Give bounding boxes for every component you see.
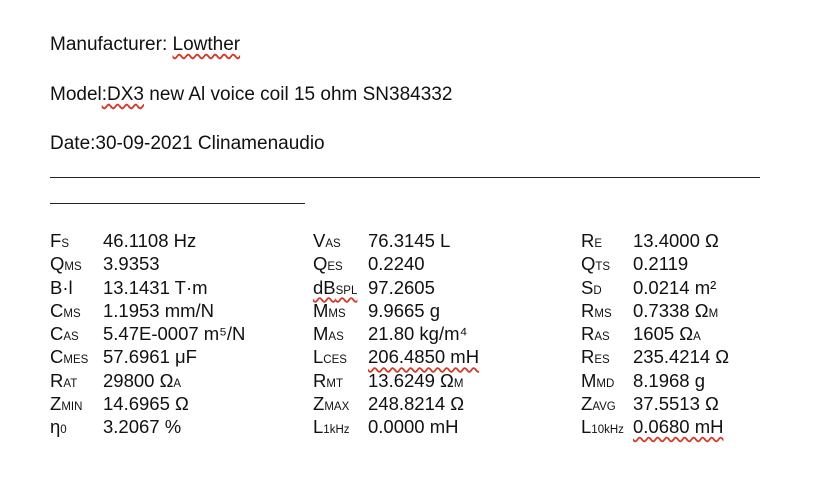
parameter-symbol	[313, 393, 349, 415]
parameter-symbol-main: S	[581, 276, 594, 298]
parameter-row	[581, 276, 717, 300]
parameter-value	[368, 300, 440, 322]
parameter-symbol-subscript: E	[594, 238, 603, 250]
parameter-symbol-subscript: AS	[63, 331, 79, 344]
parameter-symbol-subscript: AS	[325, 238, 341, 250]
parameter-symbol-subscript: AS	[594, 331, 610, 344]
parameter-symbol	[581, 253, 610, 275]
parameter-symbol	[50, 346, 88, 368]
parameter-symbol-main: B·l	[50, 276, 73, 298]
parameter-value-text: 0.2119	[633, 253, 689, 275]
parameter-symbol-main: R	[50, 369, 64, 391]
parameter-value	[103, 253, 160, 275]
parameter-value	[368, 323, 467, 345]
model-line	[50, 84, 452, 106]
parameter-row	[581, 416, 724, 439]
parameter-symbol-main: Q	[50, 253, 65, 275]
parameter-symbol	[581, 323, 610, 345]
parameter-row	[581, 323, 701, 346]
parameter-symbol	[313, 253, 343, 275]
parameter-value-text: 14.6965 Ω	[103, 393, 189, 415]
parameter-symbol-main: F	[50, 230, 62, 251]
model-description: new Al voice coil 15 ohm SN384332	[144, 84, 453, 105]
parameter-value	[368, 253, 425, 275]
parameter-symbol	[581, 346, 610, 368]
parameter-symbol-subscript: SPL	[335, 284, 358, 297]
parameter-symbol-main: Q	[581, 253, 596, 275]
parameter-symbol-subscript: TS	[595, 261, 611, 274]
parameter-row	[313, 416, 459, 439]
parameter-symbol-main: Q	[313, 253, 328, 275]
parameter-value	[103, 370, 181, 392]
parameter-value-text: 235.4214 Ω	[633, 346, 730, 368]
parameter-symbol	[313, 416, 350, 438]
parameter-row	[581, 393, 719, 416]
manufacturer-value: Lowther	[172, 34, 241, 55]
parameter-symbol-main: L	[313, 346, 324, 368]
parameter-symbol-subscript: MD	[596, 377, 615, 390]
parameter-symbol	[313, 370, 343, 392]
parameter-symbol	[581, 230, 602, 252]
parameter-value-text: 46.1108 Hz	[103, 230, 197, 251]
parameter-symbol	[50, 393, 82, 415]
parameter-value-text: 8.1968 g	[633, 369, 706, 391]
parameter-value	[103, 230, 196, 252]
parameter-symbol	[581, 370, 614, 392]
parameter-value-text: 3.2067 %	[103, 416, 182, 438]
parameter-value-text: 97.2605	[368, 276, 435, 298]
parameter-value-text: 0.2240	[368, 253, 425, 275]
parameter-symbol-main: Z	[50, 393, 62, 415]
parameter-value	[368, 230, 450, 252]
parameter-value	[103, 346, 197, 368]
parameter-value-text: 0.0680 mH	[633, 416, 724, 438]
parameter-value-text: 5.47E-0007 m⁵/N	[103, 323, 246, 345]
parameter-symbol-subscript: MAX	[324, 401, 350, 414]
parameter-value	[368, 416, 459, 438]
parameter-value	[633, 230, 719, 252]
parameter-symbol-subscript: D	[593, 284, 602, 297]
parameter-value-text: 0.7338 Ω	[633, 299, 709, 321]
parameter-row	[50, 393, 189, 416]
parameter-symbol	[581, 277, 602, 299]
parameter-value-text: 9.9665 g	[368, 299, 441, 321]
parameter-value	[633, 416, 724, 438]
parameters-column-3	[581, 230, 730, 440]
parameter-symbol	[313, 323, 344, 345]
parameter-symbol-main: L	[581, 416, 592, 438]
parameter-symbol-main: C	[50, 346, 64, 368]
parameter-symbol-subscript: 0	[60, 424, 67, 437]
parameter-symbol	[313, 346, 347, 368]
parameter-symbol-subscript: MS	[63, 307, 81, 320]
parameter-value	[633, 346, 729, 368]
parameter-symbol	[50, 300, 81, 322]
parameter-value	[368, 277, 435, 299]
parameter-symbol	[50, 416, 67, 438]
parameter-value	[368, 346, 479, 368]
parameter-row	[313, 393, 465, 416]
parameter-value	[368, 393, 464, 415]
parameter-value	[633, 370, 705, 392]
parameter-row	[50, 346, 197, 369]
parameter-row	[50, 299, 215, 323]
parameter-symbol-subscript: S	[61, 238, 69, 250]
parameter-value-text: 0.0000 mH	[368, 416, 459, 438]
parameter-value-text: 57.6961 μF	[103, 346, 197, 368]
parameter-symbol-subscript: MS	[64, 261, 82, 274]
parameter-symbol-main: L	[313, 416, 324, 438]
parameter-value-subscript: M	[453, 377, 464, 390]
parameter-symbol	[313, 230, 341, 252]
parameter-row	[313, 253, 425, 276]
parameter-value-text: 248.8214 Ω	[368, 393, 465, 415]
parameter-row	[50, 323, 246, 346]
parameter-symbol-subscript: MES	[63, 354, 89, 367]
parameter-row	[313, 346, 480, 369]
parameter-value	[368, 370, 463, 392]
parameter-value-text: 29800 Ω	[103, 369, 174, 391]
parameter-symbol	[313, 300, 346, 322]
parameter-value-text: 21.80 kg/m⁴	[368, 323, 468, 345]
parameter-value	[103, 416, 181, 438]
parameter-symbol-main: R	[581, 346, 595, 368]
parameter-symbol-subscript: MT	[326, 377, 343, 390]
parameter-row	[50, 230, 197, 253]
separator-rule-1	[50, 177, 760, 178]
parameter-symbol	[581, 393, 616, 415]
parameter-symbol-subscript: ES	[327, 261, 343, 274]
parameter-symbol	[50, 253, 82, 275]
parameter-value-text: 37.5513 Ω	[633, 393, 719, 415]
parameter-row	[313, 276, 435, 300]
parameter-symbol-subscript: MS	[328, 307, 346, 320]
parameter-value	[633, 393, 719, 415]
parameter-row	[313, 230, 451, 253]
parameter-symbol-subscript: MIN	[61, 401, 83, 414]
manufacturer-line	[50, 34, 240, 56]
parameter-symbol-main: R	[581, 323, 595, 345]
parameter-value-text: 1605 Ω	[633, 323, 694, 345]
parameter-value-text: 206.4850 mH	[368, 346, 480, 368]
parameter-symbol-subscript: 10kHz	[591, 424, 624, 437]
parameter-value	[633, 323, 701, 345]
parameter-row	[581, 369, 706, 393]
parameters-column-2	[313, 230, 480, 440]
parameter-row	[50, 276, 208, 300]
parameter-value-subscript: A	[173, 377, 182, 390]
parameter-value-text: 1.1953 mm/N	[103, 299, 215, 321]
parameter-row	[581, 230, 719, 253]
model-label: Model	[50, 84, 102, 105]
parameter-symbol	[581, 416, 624, 438]
parameter-symbol-main: R	[313, 369, 327, 391]
parameter-symbol	[50, 370, 77, 392]
parameter-symbol-main: R	[581, 299, 595, 321]
parameter-value-text: 13.6249 Ω	[368, 369, 454, 391]
date-line: Date:30-09-2021 Clinamenaudio	[50, 133, 325, 154]
parameter-value-subscript: A	[693, 331, 701, 344]
parameter-value-text: 3.9353	[103, 253, 160, 275]
parameter-symbol-main: R	[581, 230, 595, 251]
parameter-symbol	[50, 230, 69, 252]
parameter-value-subscript: M	[708, 307, 719, 320]
parameter-symbol-subscript: AVG	[592, 401, 616, 414]
parameter-symbol	[313, 277, 357, 299]
separator-rule-2	[50, 203, 305, 204]
parameter-value	[633, 253, 688, 275]
parameter-row	[313, 323, 468, 346]
parameter-symbol-main: V	[313, 230, 326, 251]
parameter-symbol-main: Z	[313, 393, 325, 415]
parameter-value	[633, 277, 716, 299]
parameter-symbol-subscript: MS	[594, 307, 612, 320]
parameter-symbol	[50, 277, 73, 299]
parameter-row	[581, 299, 719, 323]
parameter-value	[633, 300, 718, 322]
parameter-symbol-subscript: CES	[323, 354, 347, 367]
parameter-value-text: 76.3145 L	[368, 230, 451, 251]
parameter-value	[103, 393, 189, 415]
parameter-symbol-subscript: 1kHz	[323, 424, 350, 437]
parameter-value-text: 13.1431 T·m	[103, 276, 208, 298]
parameter-value-text: 0.0214 m²	[633, 276, 717, 298]
parameter-symbol-main: C	[50, 323, 64, 345]
parameter-symbol-main: dB	[313, 276, 336, 298]
parameter-row	[50, 416, 182, 439]
parameter-symbol-subscript: AT	[63, 377, 78, 390]
model-value: :DX3	[101, 84, 144, 105]
parameter-row	[581, 346, 730, 369]
parameter-value	[103, 300, 214, 322]
parameter-symbol-subscript: ES	[594, 354, 610, 367]
parameter-row	[50, 253, 160, 276]
parameter-row	[313, 299, 441, 323]
parameter-value-text: 13.4000 Ω	[633, 230, 719, 251]
parameters-column-1	[50, 230, 246, 440]
parameter-symbol-main: η	[50, 416, 61, 438]
parameter-row	[313, 369, 464, 393]
parameter-symbol-main: Z	[581, 393, 593, 415]
parameter-value	[103, 323, 245, 345]
parameter-symbol-main: M	[313, 323, 329, 345]
parameter-symbol-subscript: AS	[328, 331, 344, 344]
parameter-row	[581, 253, 689, 276]
parameter-row	[50, 369, 182, 393]
parameter-symbol-main: C	[50, 299, 64, 321]
manufacturer-label: Manufacturer:	[50, 34, 173, 55]
parameter-symbol-main: M	[313, 299, 329, 321]
parameter-symbol	[50, 323, 79, 345]
parameter-symbol	[581, 300, 612, 322]
parameter-value	[103, 277, 208, 299]
parameter-symbol-main: M	[581, 369, 597, 391]
